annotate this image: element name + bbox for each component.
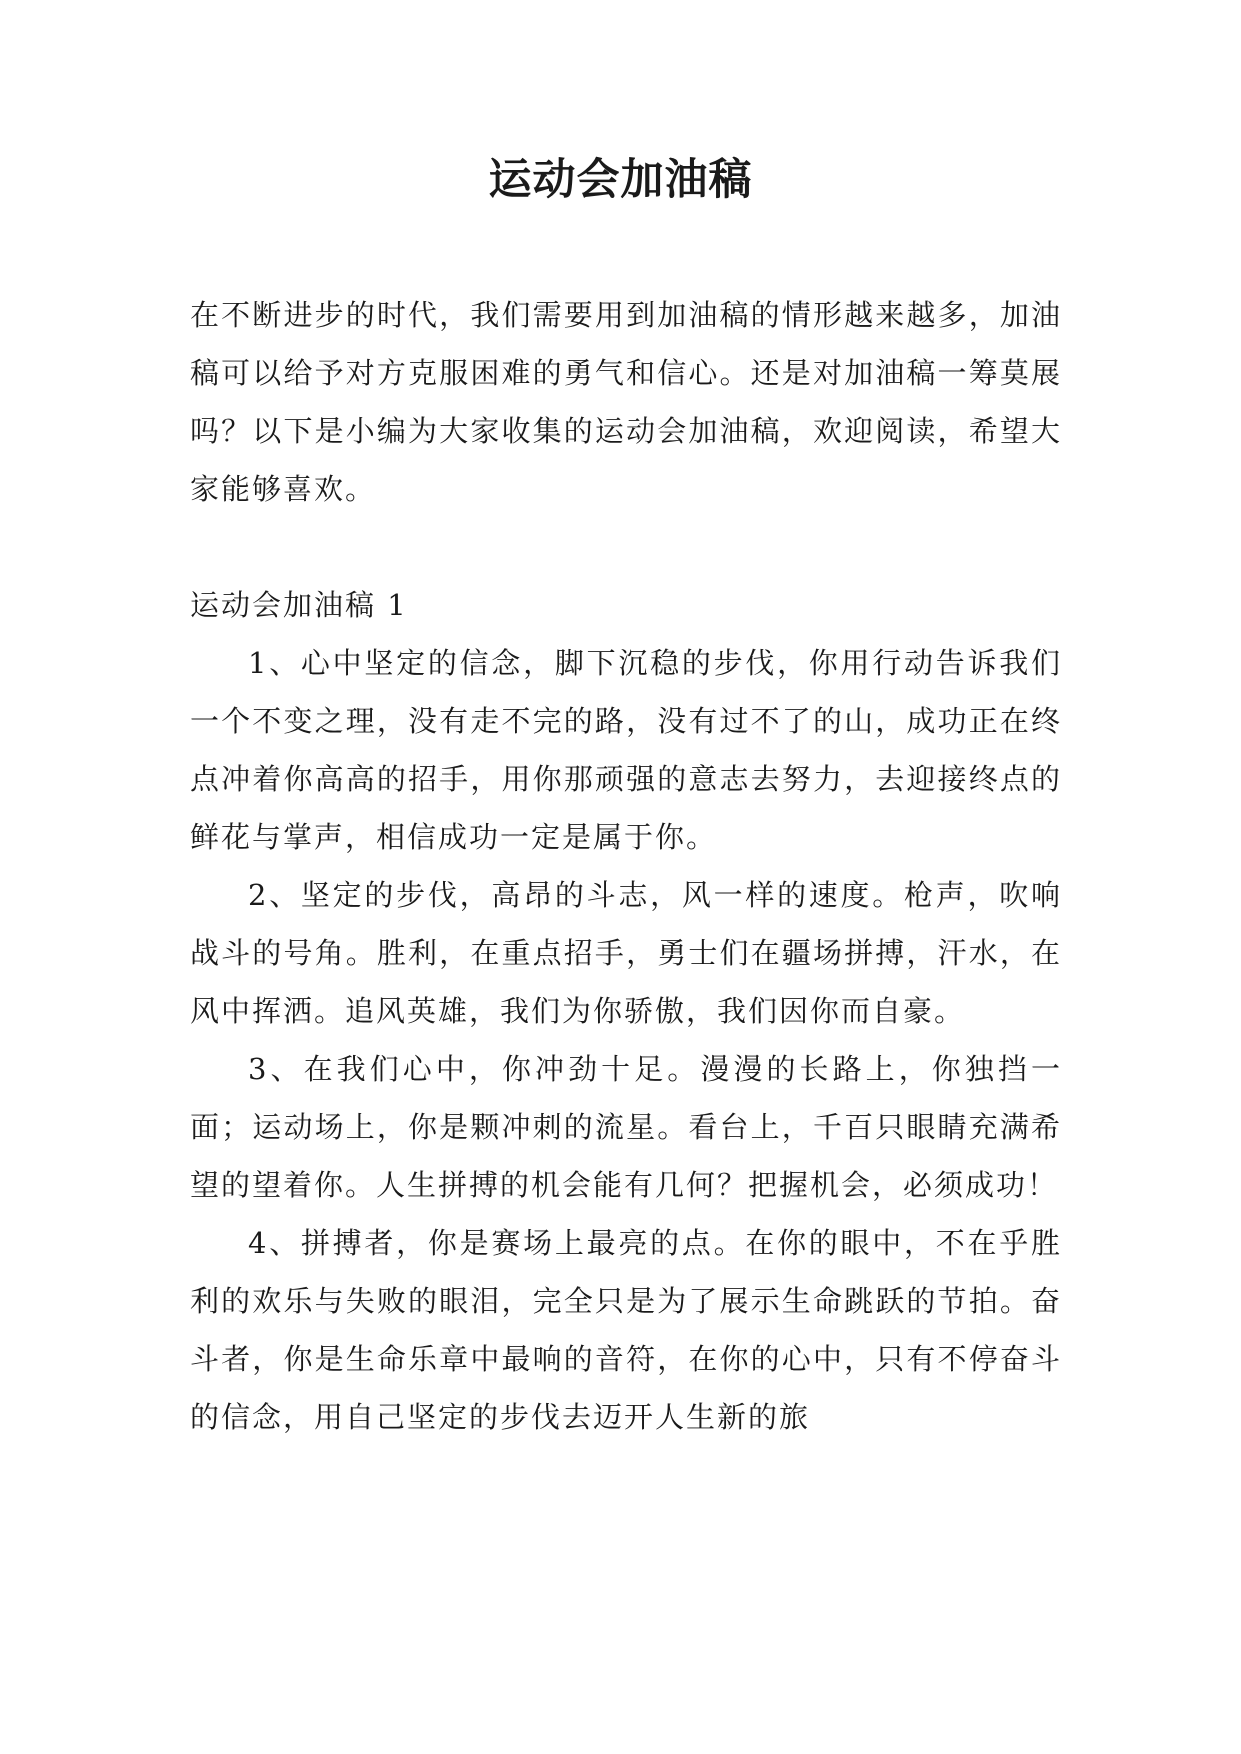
cheer-paragraph-1: 1、心中坚定的信念，脚下沉稳的步伐，你用行动告诉我们一个不变之理，没有走不完的路，没有过不了的山，成功正在终点冲着你高高的招手，用你那顽强的意志去努力，去迎接终点的鲜花与掌声，相信成功一定是属于你。	[190, 646, 1062, 854]
section-title: 运动会加油稿 1	[190, 588, 408, 622]
cheer-paragraph-3: 3、在我们心中，你冲劲十足。漫漫的长路上，你独挡一面；运动场上，你是颗冲刺的流星。看台上，千百只眼睛充满希望的望着你。人生拼搏的机会能有几何？把握机会，必须成功！	[190, 1052, 1062, 1202]
cheer-paragraph-2: 2、坚定的步伐，高昂的斗志，风一样的速度。枪声，吹响战斗的号角。胜利，在重点招手，勇士们在疆场拼搏，汗水，在风中挥洒。追风英雄，我们为你骄傲，我们因你而自豪。	[190, 878, 1062, 1028]
cheer-paragraph-4: 4、拼搏者，你是赛场上最亮的点。在你的眼中，不在乎胜利的欢乐与失败的眼泪，完全只是为了展示生命跳跃的节拍。奋斗者，你是生命乐章中最响的音符，在你的心中，只有不停奋斗的信念，用自己坚定的步伐去迈开人生新的旅	[190, 1226, 1062, 1434]
document-title: 运动会加油稿	[488, 155, 753, 205]
intro-paragraph: 在不断进步的时代，我们需要用到加油稿的情形越来越多，加油稿可以给予对方克服困难的勇气和信心。还是对加油稿一筹莫展吗？以下是小编为大家收集的运动会加油稿，欢迎阅读，希望大家能够喜欢。	[190, 298, 1062, 506]
section-1	[190, 576, 1062, 1446]
